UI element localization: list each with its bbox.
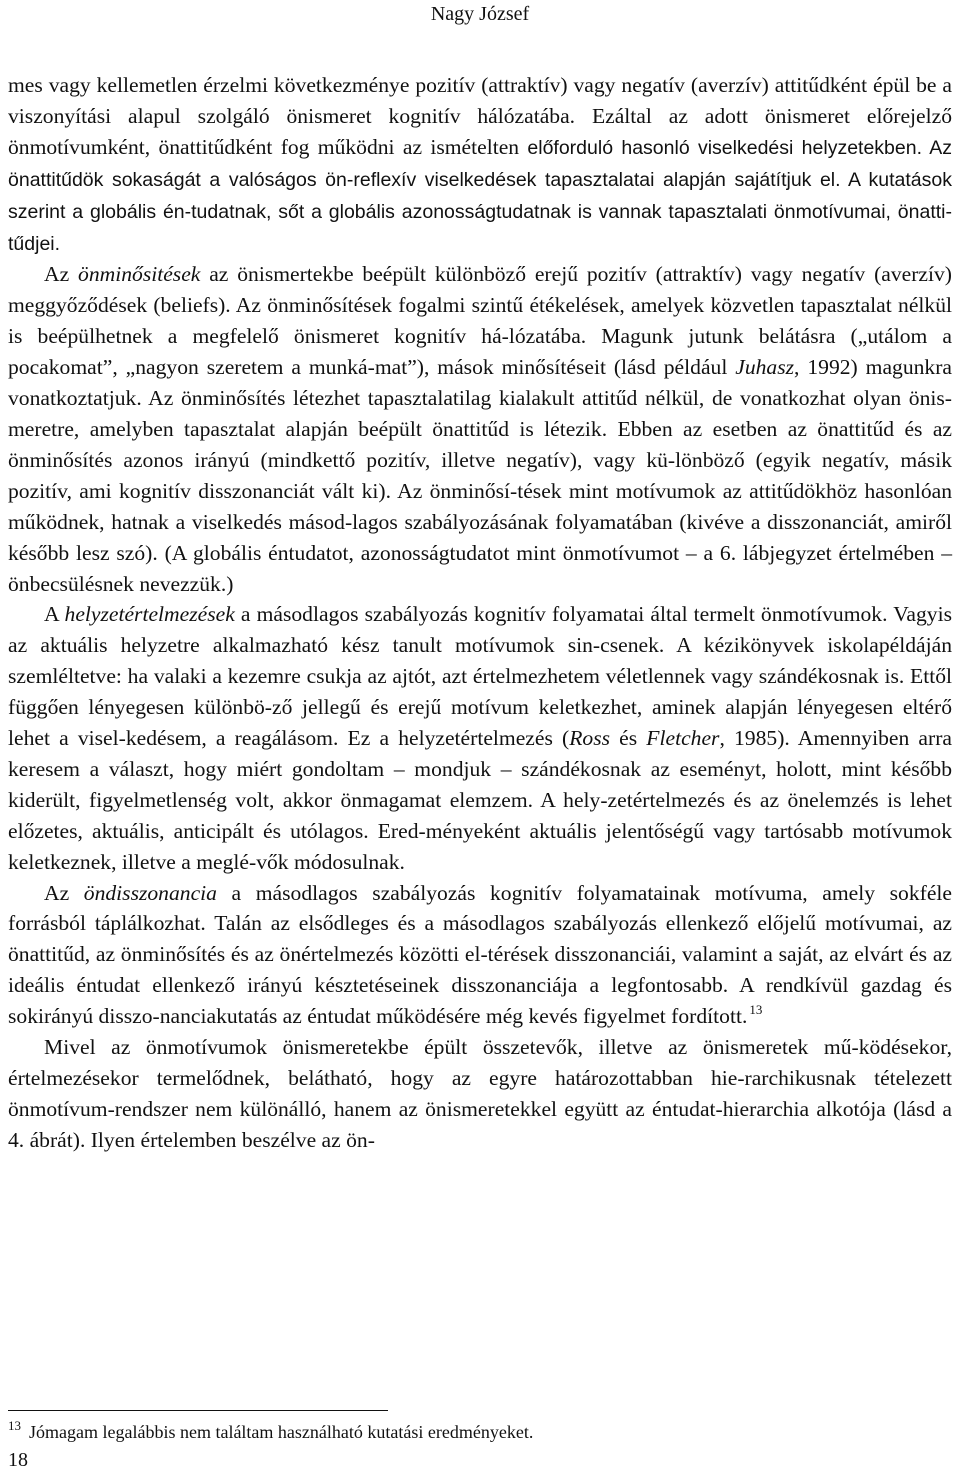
footnote-text: Jómagam legalábbis nem találtam használható kutatási eredményeket. [29,1422,534,1442]
paragraph-1-part-1: mes vagy kellemetlen érzelmi következménye pozitív (attraktív) vagy negatív (averzív) attitűdként épül be a viszonyítási alapul szolgáló önismeret kognitív hálózatába. Ezáltal az adott önismeret előrejelző önmotívumként, önattitűdként fog működni az ismételten [8,73,952,159]
term-helyzetertelmezesek: helyzetértelmezések [64,602,235,627]
page-number: 18 [8,1449,28,1471]
paragraph-2 [8,259,952,599]
paragraph-3-and: és [610,726,647,751]
citation-ross: Ross [569,726,610,751]
footnote [8,1420,952,1444]
footnote-number: 13 [8,1418,21,1433]
body-text [8,70,952,1156]
paragraph-5: Mivel az önmotívumok önismeretekbe épült összetevők, illetve az önismeretek mű-ködésekor, értelmezésekor termelődnek, belátható, hogy az egyre határozottabban hie-rarchikusnak tételezett önmotívum-rendszer nem különálló, hanem az önismeretekkel együtt az éntudat-hierarchia alkotója (lásd a 4. ábrát). Ilyen értelemben beszélve az ön- [8,1035,952,1152]
paragraph-4-text: a másodlagos szabályozás kognitív folyamatainak motívuma, amely sokféle forrásból táplálkozhat. Talán az elsődleges és a másodlagos szabályozás ellenkező előjelű motívumai, az önattitűd, az önminősítés és az önértelmezés közötti el-térések disszonanciái, valamint a saját, az elvárt és az ideális éntudat ellenkező irányú késztetéseinek disszonanciája a legfontosabb. A rendkívül gazdag és sokirányú disszo-nanciakutatás az éntudat működésére még kevés figyelmet fordított. [8,880,952,1029]
paragraph-2-rest: , 1992) magunkra vonatkoztatjuk. Az önminősítés létezhet tapasztalatilag kialakult attitűd nélkül, de vonatkozhat olyan önis-meretre, amelyben tapasztalat alapján beépült önattitűd is létezik. Ebben az esetben az önattitűd és az önminősítés azonos irányú (mindkettő pozitív, illetve negatív), vagy kü-lönböző (egyik negatív, másik pozitív, ami kognitív disszonanciát vált ki). Az önminősí-tések mint motívumok az attitűdökhöz hasonlóan működnek, hatnak a viselkedés másod-lagos szabályozásának folyamatában (kivéve a disszonanciát, amiről később lesz szó). (A globális éntudatot, azonosságtudatot mint önmotívumot – a 6. lábjegyzet értelmében – önbecsülésnek nevezzük.) [8,355,953,596]
paragraph-4-lead: Az [44,880,84,905]
citation-juhasz: Juhasz [735,355,795,380]
paragraph-3-text: a másodlagos szabályozás kognitív folyamatai által termelt önmotívumok. Vagyis az aktuális helyzetre alkalmazható kész tanult motívumok sin-csenek. A kézikönyvek iskolapéldáján szemléltetve: ha valaki a kezemre csukja az ajtót, azt értelmezhetem véletlennek vagy szándékosnak is. Ettől függően lényegesen különbö-ző jellegű és erejű motívum keletkezhet, aminek alapján lényegesen eltérő lehet a visel-kedésem, a reagálásom. Ez a helyzetértelmezés ( [8,602,952,751]
paragraph-1 [8,70,952,259]
term-onminositesek: önminősitések [78,262,201,287]
footnote-separator [8,1410,388,1411]
running-header-author: Nagy József [430,3,530,25]
paragraph-3-lead: A [44,602,65,627]
paragraph-3 [8,599,952,877]
paragraph-3-rest: , 1985). Amennyiben arra keresem a választ, hogy miért gondoltam – mondjuk – szándékosnak az eseményt, holott, mint később kiderült, figyelmetlenség volt, akkor önmagamat elemzem. A hely-zetértelmezés és az önelemzés is lehet előzetes, aktuális, anticipált és utólagos. Ered-ményeként aktuális jelentőségű vagy tartósabb motívumok keletkeznek, illetve a meglé-vők módosulnak. [8,726,952,874]
term-ondisszonancia: öndisszonancia [83,880,217,905]
citation-fletcher: Fletcher [646,726,720,751]
paragraph-4 [8,878,952,1033]
paragraph-1-part-2: előforduló hasonló viselkedési helyzetekben. Az önattitűdök sokaságát a valóságos ön-reflexív viselkedések tapasztalatai alapján sajátítjuk el. A kutatások szerint a globális én-tudatnak, sőt a globális azonosságtudatnak is vannak tapasztalati önmotívumai, önatti-tűdjei. [8,136,953,255]
paragraph-2-text: az önismertekbe beépült különböző erejű pozitív (attraktív) vagy negatív (averzív) meggyőződések (beliefs). Az önminősítések fogalmi szintű étékelések, amelyek közvetlen tapasztalat nélkül is beépülhetnek a megfelelő önismeret kognitív há-lózatába. Magunk jutunk belátásra („utálom a pocakomat”, „nagyon szeretem a munká-mat”), mások minősítéseit (lásd például [8,262,952,380]
paragraph-2-lead: Az [44,262,79,287]
footnote-reference[interactable]: 13 [749,1002,763,1018]
